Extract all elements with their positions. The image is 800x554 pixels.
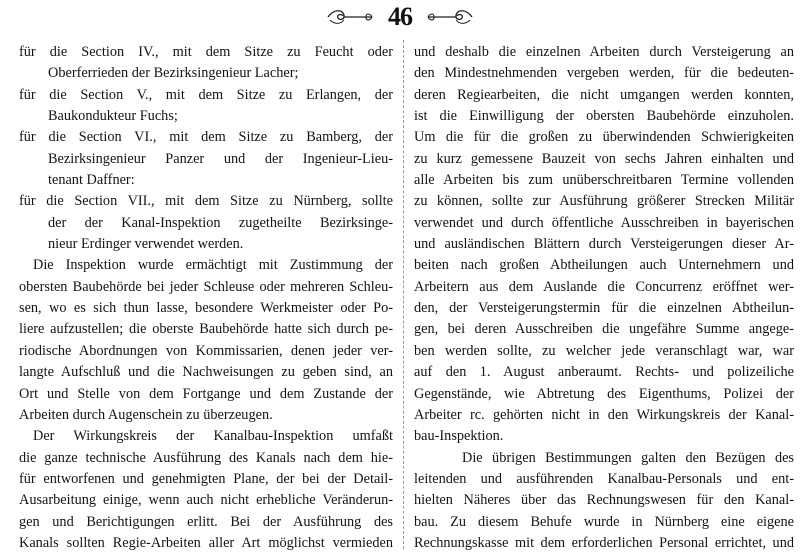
- text-line: Arbeitern aus dem Auslande die Concurrenz eröffnet wer-: [414, 278, 794, 295]
- text-line: auf den 1. August anberaumt. Rechts- und polizeiliche: [414, 364, 794, 381]
- text-line: Oberferrieden der Bezirksingenieur Lacher;: [48, 65, 299, 82]
- text-line: Die übrigen Bestimmungen galten den Bezügen des: [462, 449, 794, 466]
- text-line: ist die Einwilligung der obersten Baubehörde einzuholen.: [414, 108, 794, 125]
- text-line: den Mindestnehmenden vergeben werden, für die bedeuten-: [414, 65, 794, 82]
- text-line: bau-Inspektion.: [414, 428, 504, 445]
- text-line: Um die für die großen zu überwindenden Schwierigkeiten: [414, 129, 794, 146]
- text-line: langte Aufschluß und die Nachweisungen zu geben sind, an: [19, 364, 393, 381]
- text-line: den, der Versteigerungstermin für die einzelnen Abtheilun-: [414, 300, 794, 317]
- text-line: für die Section VII., mit dem Sitze zu Nürnberg, sollte: [19, 193, 393, 210]
- text-line: verwendet und durch öffentliche Ausschreiben in bayerischen: [414, 214, 794, 231]
- text-line: Rechnungskasse mit dem erforderlichen Personal errichtet, und: [414, 534, 794, 551]
- text-line: Ausarbeitung einige, wenn auch nicht erhebliche Veränderun-: [19, 492, 393, 509]
- page-header: [0, 2, 800, 32]
- text-line: gen, bei deren Ausschreiben die ungefähre Summe angege-: [414, 321, 794, 338]
- text-line: Die Inspektion wurde ermächtigt mit Zustimmung der: [33, 257, 393, 274]
- text-line: hielten Näheres über das Rechnungswesen für den Kanal-: [414, 492, 794, 509]
- text-line: gen und Berichtigungen erlitt. Bei der Ausführung des: [19, 513, 393, 530]
- page-number: 46: [388, 2, 412, 31]
- text-line: leitenden und ausführenden Kanalbau-Personals und ent-: [414, 470, 794, 487]
- text-line: bau. Zu diesem Behufe wurde in Nürnberg eine eigene: [414, 513, 794, 530]
- text-line: Ort und Stelle von dem Fortgange und dem Zustande der: [19, 385, 393, 402]
- right-column: [414, 42, 794, 554]
- text-line: zu kurz gemessene Bauzeit von sechs Jahren einhalten und: [414, 150, 794, 167]
- column-divider: [403, 40, 405, 549]
- text-line: ben werden sollte, zu welcher jede veranschlagt war, war: [414, 342, 794, 359]
- text-line: Arbeiter rc. gehörten nicht in den Wirkungskreis der Kanal-: [414, 406, 794, 423]
- text-line: für entworfenen und genehmigten Plane, der bei der Detail-: [19, 470, 393, 487]
- text-line: beiten nach großen Abtheilungen auch Unternehmern und: [414, 257, 794, 274]
- left-column: [19, 42, 393, 554]
- text-line: riodische Abordnungen von Kommissarien, denen jeder ver-: [19, 342, 393, 359]
- text-line: für die Section V., mit dem Sitze zu Erlangen, der: [19, 86, 393, 103]
- text-line: nieur Erdinger verwendet werden.: [48, 236, 244, 253]
- text-line: für die Section VI., mit dem Sitze zu Bamberg, der: [19, 129, 393, 146]
- text-line: für die Section IV., mit dem Sitze zu Feucht oder: [19, 44, 393, 60]
- text-line: deren Regiearbeiten, die nicht umgangen werden konnten,: [414, 86, 794, 103]
- scroll-ornament-icon: [326, 8, 376, 30]
- text-line: Bezirksingenieur Panzer und der Ingenieur-Lieu-: [48, 150, 393, 167]
- text-line: sen, wo es sich thun lasse, besondere Werkmeister oder Po-: [19, 300, 393, 317]
- text-line: Gegenstände, wie Abtretung des Eigenthums, Polizei der: [414, 385, 794, 402]
- text-line: Baukondukteur Fuchs;: [48, 108, 178, 125]
- text-line: und deshalb die einzelnen Arbeiten durch Versteigerung an: [414, 44, 794, 60]
- text-line: und ausländischen Blättern durch Versteigerungen dieser Ar-: [414, 236, 794, 253]
- scroll-ornament-icon: [424, 8, 474, 30]
- text-line: alle Arbeiten bis zum unüberschreitbaren Termine vollenden: [414, 172, 794, 189]
- text-line: der der Kanal-Inspektion zugetheilte Bezirksinge-: [48, 214, 393, 231]
- text-line: Kanals sollten Regie-Arbeiten aller Art möglichst vermieden: [19, 534, 393, 551]
- text-line: Der Wirkungskreis der Kanalbau-Inspektion umfaßt: [33, 428, 393, 445]
- text-line: zu können, sollte zur Ausführung größerer Strecken Militär: [414, 193, 794, 210]
- text-line: die ganze technische Ausführung des Kanals nach dem hie-: [19, 449, 393, 466]
- text-line: liere aufzustellen; die oberste Baubehörde hatte sich durch pe-: [19, 321, 393, 338]
- text-line: obersten Baubehörde bei jeder Schleuse oder mehreren Schleu-: [19, 278, 393, 295]
- text-line: tenant Daffner:: [48, 172, 135, 189]
- text-line: Arbeiten durch Augenschein zu überzeugen.: [19, 406, 273, 423]
